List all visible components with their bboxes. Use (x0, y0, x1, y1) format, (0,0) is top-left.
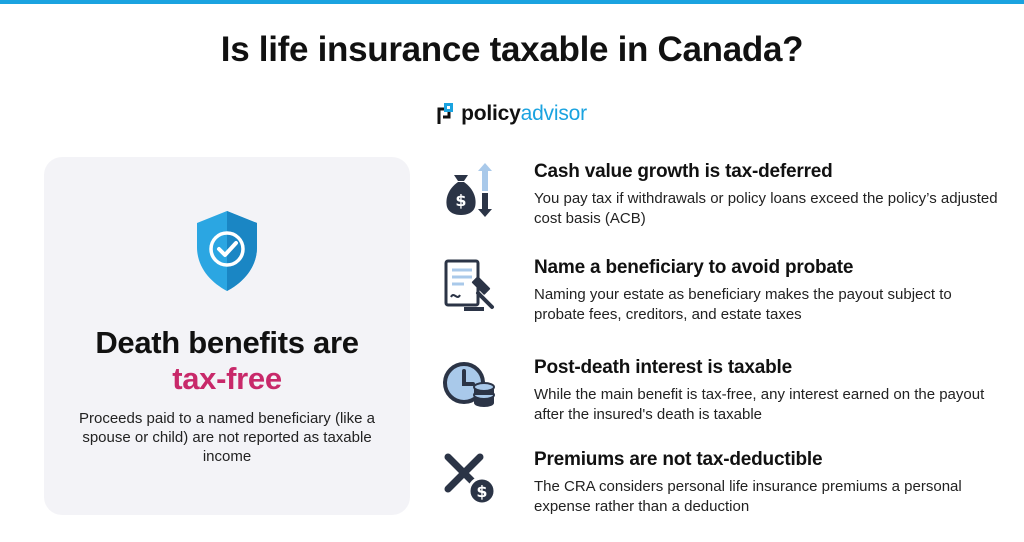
brand (0, 99, 1024, 127)
item-description: You pay tax if withdrawals or policy loans exceed the policy’s adjusted cost basis (ACB) (534, 190, 998, 227)
item-beneficiary (440, 257, 1000, 337)
page-title: Is life insurance taxable in Canada? (220, 30, 804, 69)
item-cash-value (440, 161, 1000, 241)
clock-coins-icon (440, 357, 498, 415)
item-title: Premiums are not tax-deductible (534, 449, 823, 470)
item-description: The CRA considers personal life insurance premiums a personal expense rather than a deduction (534, 478, 962, 515)
card-heading: Death benefits are (95, 325, 359, 360)
brand-policy-text: policy (461, 101, 521, 125)
svg-text:$: $ (476, 482, 488, 501)
policyadvisor-logo-icon (437, 102, 455, 124)
item-description: Naming your estate as beneficiary makes the payout subject to probate fees, creditors, and estate taxes (534, 286, 952, 323)
document-gavel-icon (440, 257, 498, 315)
brand-advisor-text: advisor (520, 101, 587, 125)
brand-wordmark (461, 103, 587, 124)
item-description: While the main benefit is tax-free, any interest earned on the payout after the insured's death is taxable (534, 386, 985, 423)
death-benefits-card (44, 157, 410, 515)
top-accent-bar (0, 0, 1024, 4)
cross-dollar-icon (440, 449, 498, 507)
item-title: Name a beneficiary to avoid probate (534, 257, 854, 278)
item-post-death-interest (440, 357, 1000, 437)
svg-text:$: $ (455, 191, 467, 210)
money-bag-arrows-icon (440, 161, 498, 219)
item-title: Post-death interest is taxable (534, 357, 792, 378)
item-title: Cash value growth is tax-deferred (534, 161, 833, 182)
item-premiums (440, 449, 1000, 529)
shield-check-icon (194, 209, 260, 293)
card-body-text: Proceeds paid to a named beneficiary (like a spouse or child) are not reported as taxable income (78, 410, 375, 465)
card-highlight: tax-free (172, 361, 282, 396)
